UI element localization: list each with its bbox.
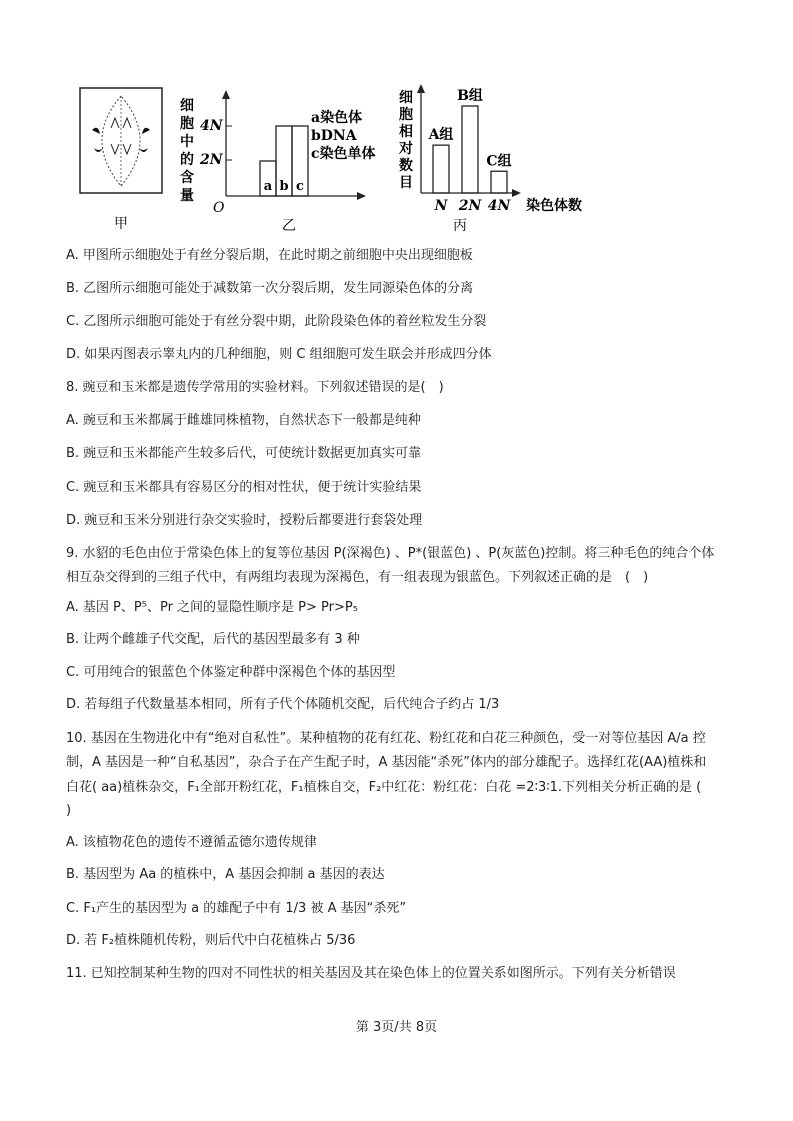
chromosome (92, 128, 100, 134)
text-line: A. 豌豆和玉米都属于雌雄同株植物，自然状态下一般都是纯种 (66, 413, 421, 428)
bing-category: 2N (458, 198, 482, 214)
yi-bar-letter: c (296, 179, 304, 194)
chromosome (111, 144, 119, 154)
ylabel-char: 相 (399, 124, 413, 140)
text-line: 9. 水貂的毛色由位于常染色体上的复等位基因 P(深褐色) 、P*(银蓝色) 、P(灰蓝色)控制。将三种毛色的纯合个体 (66, 546, 715, 561)
text-line: A. 该植物花色的遗传不遵循孟德尔遗传规律 (66, 835, 317, 850)
text-line: B. 基因型为 Aa 的植株中，A 基因会抑制 a 基因的表达 (66, 867, 385, 882)
text-line: C. 乙图所示细胞可能处于有丝分裂中期，此阶段染色体的着丝粒发生分裂 (66, 314, 487, 329)
yi-y-arrow (222, 90, 230, 99)
text-line: 制，A 基因是一种“自私基因”，杂合子在产生配子时，A 基因能“杀死”体内的部分雄配子。选择红花(AA)植株和 (66, 755, 707, 770)
label-yi: 乙 (282, 218, 296, 234)
yi-tick-4n: 4N (200, 118, 223, 134)
yi-ylabel (180, 98, 194, 204)
text-line: A. 甲图所示细胞处于有丝分裂后期，在此时期之前细胞中央出现细胞板 (66, 248, 473, 263)
bing-y-arrow (417, 84, 425, 93)
figure-svg (75, 78, 595, 238)
yi-legend-a: a染色体 (311, 110, 363, 126)
ylabel-char: 量 (180, 188, 194, 204)
label-bing: 丙 (453, 218, 467, 234)
text-line: D. 若每组子代数量基本相同，所有子代个体随机交配，后代纯合子约占 1/3 (66, 697, 500, 712)
text-line: 白花( aa)植株杂交，F₁全部开粉红花，F₁植株自交，F₂中红花：粉红花：白花 =2∶3∶1.下列相关分析正确的是 ( (66, 780, 702, 795)
ylabel-char: 含 (180, 170, 194, 186)
text-line: C. 可用纯合的银蓝色个体鉴定种群中深褐色个体的基因型 (66, 665, 396, 680)
chart-bing (398, 84, 582, 234)
yi-bar-letter: a (263, 179, 273, 194)
text-line: ) (66, 803, 72, 818)
text-line: 10. 基因在生物进化中有“绝对自私性”。某种植物的花有红花、粉红花和白花三种颜色，受一对等位基因 A/a 控 (66, 731, 706, 746)
chart-yi (180, 90, 376, 234)
bing-category: 4N (487, 198, 511, 214)
figure-row (75, 78, 595, 238)
ylabel-char: 中 (180, 134, 194, 150)
bing-bar (433, 145, 449, 193)
chromosome (111, 118, 119, 128)
text-line: B. 乙图所示细胞可能处于减数第一次分裂后期，发生同源染色体的分离 (66, 281, 474, 296)
bing-bar (491, 171, 507, 193)
chromosome (123, 144, 131, 154)
text-line: 11. 已知控制某种生物的四对不同性状的相关基因及其在染色体上的位置关系如图所示。下列有关分析错误 (66, 966, 676, 981)
text-line: 8. 豌豆和玉米都是遗传学常用的实验材料。下列叙述错误的是( ) (66, 380, 444, 395)
yi-origin: O (213, 200, 225, 216)
bing-ylabel (398, 90, 413, 191)
bing-x-arrow (512, 189, 521, 197)
text-line: 相互杂交得到的三组子代中，有两组均表现为深褐色，有一组表现为银蓝色。下列叙述正确的是 ( ) (66, 570, 649, 585)
text-line: D. 豌豆和玉米分别进行杂交实验时，授粉后都要进行套袋处理 (66, 513, 423, 528)
text-line: D. 如果丙图表示睾丸内的几种细胞，则 C 组细胞可发生联会并形成四分体 (66, 347, 492, 362)
bing-group-label: B组 (457, 88, 483, 104)
text-line: D. 若 F₂植株随机传粉，则后代中白花植株占 5/36 (66, 933, 356, 948)
yi-legend-c: c染色单体 (311, 146, 376, 162)
bing-bar (462, 106, 478, 193)
bing-bars (428, 87, 512, 214)
ylabel-char: 对 (399, 141, 413, 157)
bing-xlabel: 染色体数 (526, 198, 582, 214)
chromosome (139, 148, 148, 152)
chromosome (94, 148, 103, 152)
bing-category: N (434, 198, 448, 214)
yi-x-arrow (357, 192, 366, 200)
page-footer: 第 3页/共 8页 (355, 1020, 438, 1035)
label-jia: 甲 (114, 216, 128, 232)
text-line: B. 让两个雌雄子代交配，后代的基因型最多有 3 种 (66, 632, 360, 647)
ylabel-char: 胞 (180, 116, 194, 132)
yi-bar-letter: b (279, 179, 289, 194)
bing-group-label: C组 (486, 153, 512, 170)
chromosome (142, 128, 150, 134)
yi-bars (260, 126, 308, 196)
yi-tick-2n: 2N (200, 152, 223, 168)
text-line: C. 豌豆和玉米都具有容易区分的相对性状，便于统计实验结果 (66, 480, 422, 495)
ylabel-char: 胞 (399, 107, 413, 123)
text-line: C. F₁产生的基因型为 a 的雄配子中有 1/3 被 A 基因“杀死” (66, 901, 407, 916)
ylabel-char: 细 (180, 98, 194, 114)
yi-legend-b: bDNA (311, 128, 357, 144)
ylabel-char: 数 (399, 158, 413, 174)
ylabel-char: 目 (399, 175, 413, 191)
ylabel-char: 的 (180, 152, 194, 168)
cell-jia (80, 88, 162, 232)
text-line: A. 基因 P、P⁵、Pr 之间的显隐性顺序是 P> Pr>P₅ (66, 600, 358, 615)
bing-group-label: A组 (428, 127, 454, 144)
ylabel-char: 细 (399, 90, 413, 106)
text-line: B. 豌豆和玉米都能产生较多后代，可使统计数据更加真实可靠 (66, 446, 422, 461)
chromosome (123, 118, 131, 128)
